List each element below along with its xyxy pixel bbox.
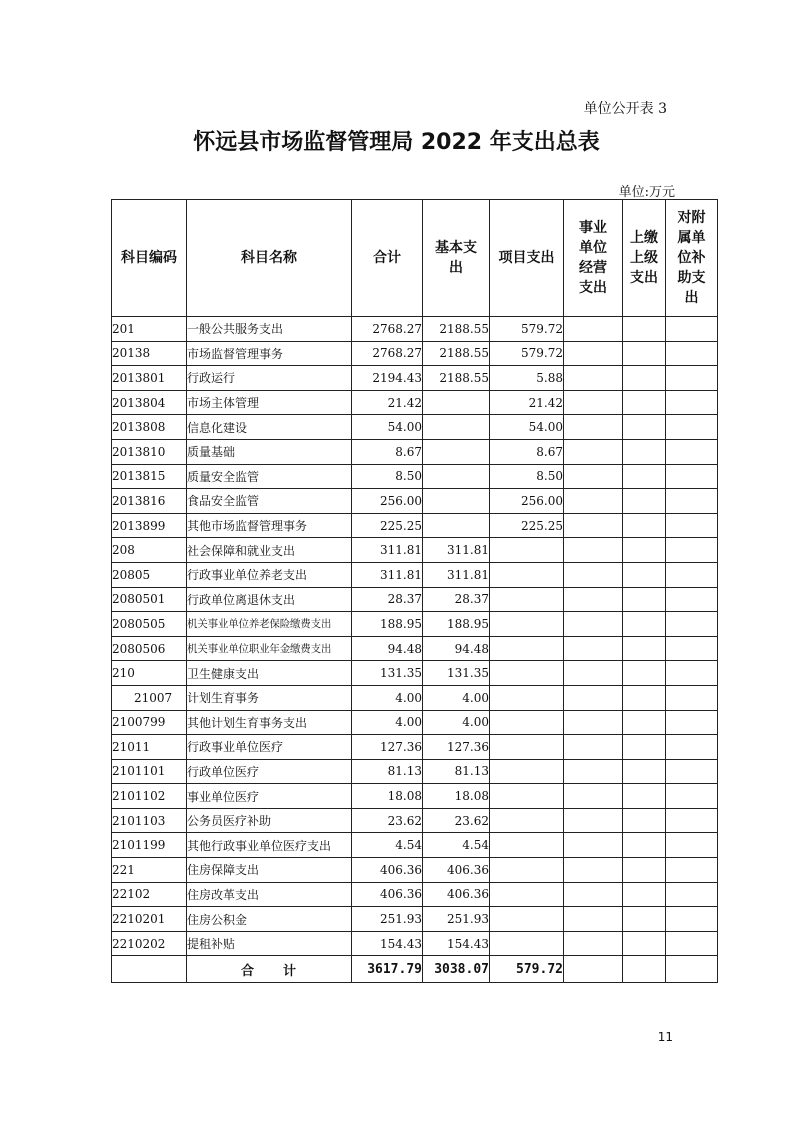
cell-project bbox=[490, 562, 564, 587]
cell-code: 2101101 bbox=[112, 759, 187, 784]
cell-name: 提租补贴 bbox=[187, 931, 352, 956]
header-code: 科目编码 bbox=[112, 200, 187, 317]
cell-subsidy bbox=[666, 464, 718, 489]
header-upper-text: 上缴上级支出 bbox=[629, 230, 658, 286]
cell-basic: 2188.55 bbox=[423, 341, 490, 366]
header-project: 项目支出 bbox=[490, 200, 564, 317]
cell-basic: 23.62 bbox=[423, 808, 490, 833]
header-total: 合计 bbox=[352, 200, 423, 317]
cell-total: 8.67 bbox=[352, 439, 423, 464]
total-label: 合 计 bbox=[187, 956, 352, 983]
cell-basic: 311.81 bbox=[423, 562, 490, 587]
table-row bbox=[112, 833, 718, 858]
cell-code: 21007 bbox=[112, 685, 187, 710]
total-basic: 3038.07 bbox=[423, 956, 490, 983]
page-label: 单位公开表 3 bbox=[583, 101, 667, 117]
cell-operating bbox=[564, 636, 623, 661]
table-row bbox=[112, 636, 718, 661]
cell-total: 4.00 bbox=[352, 710, 423, 735]
cell-total: 23.62 bbox=[352, 808, 423, 833]
cell-total: 94.48 bbox=[352, 636, 423, 661]
cell-name: 行政运行 bbox=[187, 366, 352, 391]
cell-operating bbox=[564, 661, 623, 686]
cell-total: 81.13 bbox=[352, 759, 423, 784]
cell-project bbox=[490, 882, 564, 907]
cell-operating bbox=[564, 513, 623, 538]
cell-project: 54.00 bbox=[490, 415, 564, 440]
cell-upper bbox=[623, 439, 666, 464]
cell-upper bbox=[623, 341, 666, 366]
table-row bbox=[112, 341, 718, 366]
cell-code: 2100799 bbox=[112, 710, 187, 735]
cell-upper bbox=[623, 636, 666, 661]
cell-upper bbox=[623, 735, 666, 760]
cell-name: 计划生育事务 bbox=[187, 685, 352, 710]
cell-code: 2080501 bbox=[112, 587, 187, 612]
cell-upper bbox=[623, 366, 666, 391]
cell-name: 机关事业单位养老保险缴费支出 bbox=[187, 612, 352, 637]
cell-name: 住房改革支出 bbox=[187, 882, 352, 907]
cell-code: 2101102 bbox=[112, 784, 187, 809]
cell-basic: 131.35 bbox=[423, 661, 490, 686]
cell-upper bbox=[623, 562, 666, 587]
cell-name: 社会保障和就业支出 bbox=[187, 538, 352, 563]
cell-code: 2101199 bbox=[112, 833, 187, 858]
cell-basic: 2188.55 bbox=[423, 366, 490, 391]
cell-code: 22102 bbox=[112, 882, 187, 907]
cell-name: 其他市场监督管理事务 bbox=[187, 513, 352, 538]
expenditure-table bbox=[111, 199, 718, 983]
cell-name: 其他计划生育事务支出 bbox=[187, 710, 352, 735]
page-number: 11 bbox=[657, 1030, 673, 1044]
cell-operating bbox=[564, 489, 623, 514]
cell-operating bbox=[564, 833, 623, 858]
cell-project bbox=[490, 784, 564, 809]
cell-upper bbox=[623, 931, 666, 956]
cell-basic bbox=[423, 415, 490, 440]
table-row bbox=[112, 439, 718, 464]
cell-basic: 4.00 bbox=[423, 710, 490, 735]
cell-code: 2080506 bbox=[112, 636, 187, 661]
table-row bbox=[112, 612, 718, 637]
cell-operating bbox=[564, 858, 623, 883]
cell-subsidy bbox=[666, 415, 718, 440]
cell-total: 28.37 bbox=[352, 587, 423, 612]
cell-operating bbox=[564, 735, 623, 760]
table-row bbox=[112, 390, 718, 415]
cell-subsidy bbox=[666, 612, 718, 637]
cell-upper bbox=[623, 833, 666, 858]
table-row bbox=[112, 759, 718, 784]
total-upper bbox=[623, 956, 666, 983]
cell-code: 20805 bbox=[112, 562, 187, 587]
cell-code: 2013810 bbox=[112, 439, 187, 464]
header-subsidy-text: 对附属单位补助支出 bbox=[677, 210, 706, 306]
cell-subsidy bbox=[666, 833, 718, 858]
cell-subsidy bbox=[666, 858, 718, 883]
table-row bbox=[112, 735, 718, 760]
cell-project bbox=[490, 538, 564, 563]
cell-project bbox=[490, 931, 564, 956]
table-row bbox=[112, 784, 718, 809]
cell-subsidy bbox=[666, 390, 718, 415]
cell-name: 一般公共服务支出 bbox=[187, 317, 352, 342]
cell-basic bbox=[423, 513, 490, 538]
cell-name: 行政单位离退休支出 bbox=[187, 587, 352, 612]
cell-total: 2194.43 bbox=[352, 366, 423, 391]
cell-project bbox=[490, 858, 564, 883]
cell-basic: 2188.55 bbox=[423, 317, 490, 342]
cell-operating bbox=[564, 317, 623, 342]
cell-subsidy bbox=[666, 784, 718, 809]
cell-name: 质量基础 bbox=[187, 439, 352, 464]
cell-name: 信息化建设 bbox=[187, 415, 352, 440]
cell-operating bbox=[564, 931, 623, 956]
cell-project: 8.50 bbox=[490, 464, 564, 489]
cell-code: 2210202 bbox=[112, 931, 187, 956]
header-upper bbox=[623, 200, 666, 317]
cell-total: 406.36 bbox=[352, 858, 423, 883]
cell-project: 8.67 bbox=[490, 439, 564, 464]
cell-total: 18.08 bbox=[352, 784, 423, 809]
cell-subsidy bbox=[666, 366, 718, 391]
cell-basic: 81.13 bbox=[423, 759, 490, 784]
cell-operating bbox=[564, 710, 623, 735]
cell-total: 21.42 bbox=[352, 390, 423, 415]
cell-name: 事业单位医疗 bbox=[187, 784, 352, 809]
cell-operating bbox=[564, 907, 623, 932]
cell-total: 251.93 bbox=[352, 907, 423, 932]
cell-operating bbox=[564, 612, 623, 637]
cell-upper bbox=[623, 858, 666, 883]
cell-name: 其他行政事业单位医疗支出 bbox=[187, 833, 352, 858]
cell-basic: 311.81 bbox=[423, 538, 490, 563]
total-total: 3617.79 bbox=[352, 956, 423, 983]
cell-total: 4.54 bbox=[352, 833, 423, 858]
cell-upper bbox=[623, 464, 666, 489]
cell-name: 住房公积金 bbox=[187, 907, 352, 932]
cell-code: 2210201 bbox=[112, 907, 187, 932]
table-row bbox=[112, 366, 718, 391]
cell-code: 2013899 bbox=[112, 513, 187, 538]
cell-operating bbox=[564, 390, 623, 415]
table-row bbox=[112, 513, 718, 538]
cell-basic bbox=[423, 489, 490, 514]
cell-name: 住房保障支出 bbox=[187, 858, 352, 883]
cell-basic: 18.08 bbox=[423, 784, 490, 809]
cell-operating bbox=[564, 439, 623, 464]
total-operating bbox=[564, 956, 623, 983]
cell-total: 127.36 bbox=[352, 735, 423, 760]
cell-project bbox=[490, 636, 564, 661]
cell-basic: 251.93 bbox=[423, 907, 490, 932]
cell-total: 406.36 bbox=[352, 882, 423, 907]
table-row bbox=[112, 538, 718, 563]
cell-subsidy bbox=[666, 587, 718, 612]
cell-operating bbox=[564, 587, 623, 612]
header-operating bbox=[564, 200, 623, 317]
header-basic bbox=[423, 200, 490, 317]
cell-subsidy bbox=[666, 931, 718, 956]
cell-project bbox=[490, 661, 564, 686]
cell-basic: 406.36 bbox=[423, 882, 490, 907]
cell-subsidy bbox=[666, 685, 718, 710]
cell-total: 2768.27 bbox=[352, 341, 423, 366]
cell-name: 行政事业单位医疗 bbox=[187, 735, 352, 760]
header-basic-text: 基本支出 bbox=[435, 240, 477, 276]
header-operating-text: 事业单位经营支出 bbox=[578, 220, 607, 296]
table-row bbox=[112, 808, 718, 833]
cell-basic bbox=[423, 464, 490, 489]
cell-upper bbox=[623, 513, 666, 538]
total-code-cell bbox=[112, 956, 187, 983]
cell-subsidy bbox=[666, 808, 718, 833]
cell-basic bbox=[423, 390, 490, 415]
cell-upper bbox=[623, 784, 666, 809]
cell-code: 21011 bbox=[112, 735, 187, 760]
cell-total: 225.25 bbox=[352, 513, 423, 538]
cell-name: 卫生健康支出 bbox=[187, 661, 352, 686]
cell-upper bbox=[623, 661, 666, 686]
cell-operating bbox=[564, 464, 623, 489]
table-body bbox=[112, 317, 718, 956]
table-row bbox=[112, 415, 718, 440]
cell-subsidy bbox=[666, 538, 718, 563]
cell-subsidy bbox=[666, 513, 718, 538]
cell-basic: 406.36 bbox=[423, 858, 490, 883]
total-subsidy bbox=[666, 956, 718, 983]
cell-basic: 127.36 bbox=[423, 735, 490, 760]
cell-upper bbox=[623, 907, 666, 932]
cell-basic: 28.37 bbox=[423, 587, 490, 612]
cell-name: 市场主体管理 bbox=[187, 390, 352, 415]
cell-operating bbox=[564, 685, 623, 710]
cell-code: 2101103 bbox=[112, 808, 187, 833]
cell-name: 行政事业单位养老支出 bbox=[187, 562, 352, 587]
cell-operating bbox=[564, 562, 623, 587]
cell-total: 131.35 bbox=[352, 661, 423, 686]
cell-code: 2013808 bbox=[112, 415, 187, 440]
header-subsidy bbox=[666, 200, 718, 317]
cell-total: 311.81 bbox=[352, 562, 423, 587]
cell-upper bbox=[623, 538, 666, 563]
table-row bbox=[112, 907, 718, 932]
cell-project: 21.42 bbox=[490, 390, 564, 415]
table-row bbox=[112, 710, 718, 735]
page-title: 怀远县市场监督管理局 2022 年支出总表 bbox=[193, 130, 600, 155]
cell-subsidy bbox=[666, 710, 718, 735]
cell-code: 20138 bbox=[112, 341, 187, 366]
cell-upper bbox=[623, 587, 666, 612]
cell-upper bbox=[623, 317, 666, 342]
cell-name: 机关事业单位职业年金缴费支出 bbox=[187, 636, 352, 661]
cell-upper bbox=[623, 489, 666, 514]
cell-name: 质量安全监管 bbox=[187, 464, 352, 489]
cell-project bbox=[490, 833, 564, 858]
cell-subsidy bbox=[666, 439, 718, 464]
cell-project bbox=[490, 907, 564, 932]
cell-total: 256.00 bbox=[352, 489, 423, 514]
cell-subsidy bbox=[666, 759, 718, 784]
table-row bbox=[112, 858, 718, 883]
cell-operating bbox=[564, 366, 623, 391]
cell-project bbox=[490, 759, 564, 784]
cell-subsidy bbox=[666, 341, 718, 366]
cell-project: 225.25 bbox=[490, 513, 564, 538]
cell-total: 311.81 bbox=[352, 538, 423, 563]
cell-upper bbox=[623, 882, 666, 907]
cell-subsidy bbox=[666, 489, 718, 514]
cell-subsidy bbox=[666, 562, 718, 587]
cell-code: 210 bbox=[112, 661, 187, 686]
cell-operating bbox=[564, 415, 623, 440]
cell-total: 8.50 bbox=[352, 464, 423, 489]
cell-operating bbox=[564, 808, 623, 833]
total-project: 579.72 bbox=[490, 956, 564, 983]
cell-code: 208 bbox=[112, 538, 187, 563]
cell-name: 公务员医疗补助 bbox=[187, 808, 352, 833]
cell-subsidy bbox=[666, 317, 718, 342]
cell-total: 188.95 bbox=[352, 612, 423, 637]
cell-basic: 4.54 bbox=[423, 833, 490, 858]
table-row bbox=[112, 587, 718, 612]
cell-project: 256.00 bbox=[490, 489, 564, 514]
cell-subsidy bbox=[666, 907, 718, 932]
cell-code: 2013801 bbox=[112, 366, 187, 391]
table-row bbox=[112, 685, 718, 710]
cell-name: 行政单位医疗 bbox=[187, 759, 352, 784]
header-name: 科目名称 bbox=[187, 200, 352, 317]
cell-operating bbox=[564, 538, 623, 563]
cell-project: 579.72 bbox=[490, 317, 564, 342]
cell-project bbox=[490, 808, 564, 833]
cell-project bbox=[490, 735, 564, 760]
cell-basic: 4.00 bbox=[423, 685, 490, 710]
table-row bbox=[112, 464, 718, 489]
cell-project bbox=[490, 612, 564, 637]
cell-code: 2013816 bbox=[112, 489, 187, 514]
table-row bbox=[112, 317, 718, 342]
cell-name: 市场监督管理事务 bbox=[187, 341, 352, 366]
cell-project: 579.72 bbox=[490, 341, 564, 366]
cell-upper bbox=[623, 685, 666, 710]
cell-operating bbox=[564, 341, 623, 366]
cell-upper bbox=[623, 759, 666, 784]
cell-code: 2013804 bbox=[112, 390, 187, 415]
cell-basic: 154.43 bbox=[423, 931, 490, 956]
table-row bbox=[112, 882, 718, 907]
cell-subsidy bbox=[666, 735, 718, 760]
header-row bbox=[112, 200, 718, 317]
cell-project bbox=[490, 685, 564, 710]
cell-project: 5.88 bbox=[490, 366, 564, 391]
cell-total: 54.00 bbox=[352, 415, 423, 440]
cell-total: 4.00 bbox=[352, 685, 423, 710]
table-row bbox=[112, 931, 718, 956]
cell-subsidy bbox=[666, 882, 718, 907]
unit-label: 单位:万元 bbox=[618, 185, 675, 200]
cell-code: 221 bbox=[112, 858, 187, 883]
cell-total: 2768.27 bbox=[352, 317, 423, 342]
cell-basic: 188.95 bbox=[423, 612, 490, 637]
cell-upper bbox=[623, 808, 666, 833]
table-row bbox=[112, 489, 718, 514]
cell-subsidy bbox=[666, 661, 718, 686]
cell-operating bbox=[564, 784, 623, 809]
table-row bbox=[112, 562, 718, 587]
cell-basic bbox=[423, 439, 490, 464]
cell-name: 食品安全监管 bbox=[187, 489, 352, 514]
cell-upper bbox=[623, 390, 666, 415]
cell-operating bbox=[564, 759, 623, 784]
cell-code: 2080505 bbox=[112, 612, 187, 637]
total-row bbox=[112, 956, 718, 983]
cell-code: 201 bbox=[112, 317, 187, 342]
cell-upper bbox=[623, 612, 666, 637]
cell-operating bbox=[564, 882, 623, 907]
table-row bbox=[112, 661, 718, 686]
cell-upper bbox=[623, 710, 666, 735]
cell-project bbox=[490, 587, 564, 612]
cell-subsidy bbox=[666, 636, 718, 661]
cell-total: 154.43 bbox=[352, 931, 423, 956]
cell-project bbox=[490, 710, 564, 735]
cell-code: 2013815 bbox=[112, 464, 187, 489]
cell-upper bbox=[623, 415, 666, 440]
cell-basic: 94.48 bbox=[423, 636, 490, 661]
